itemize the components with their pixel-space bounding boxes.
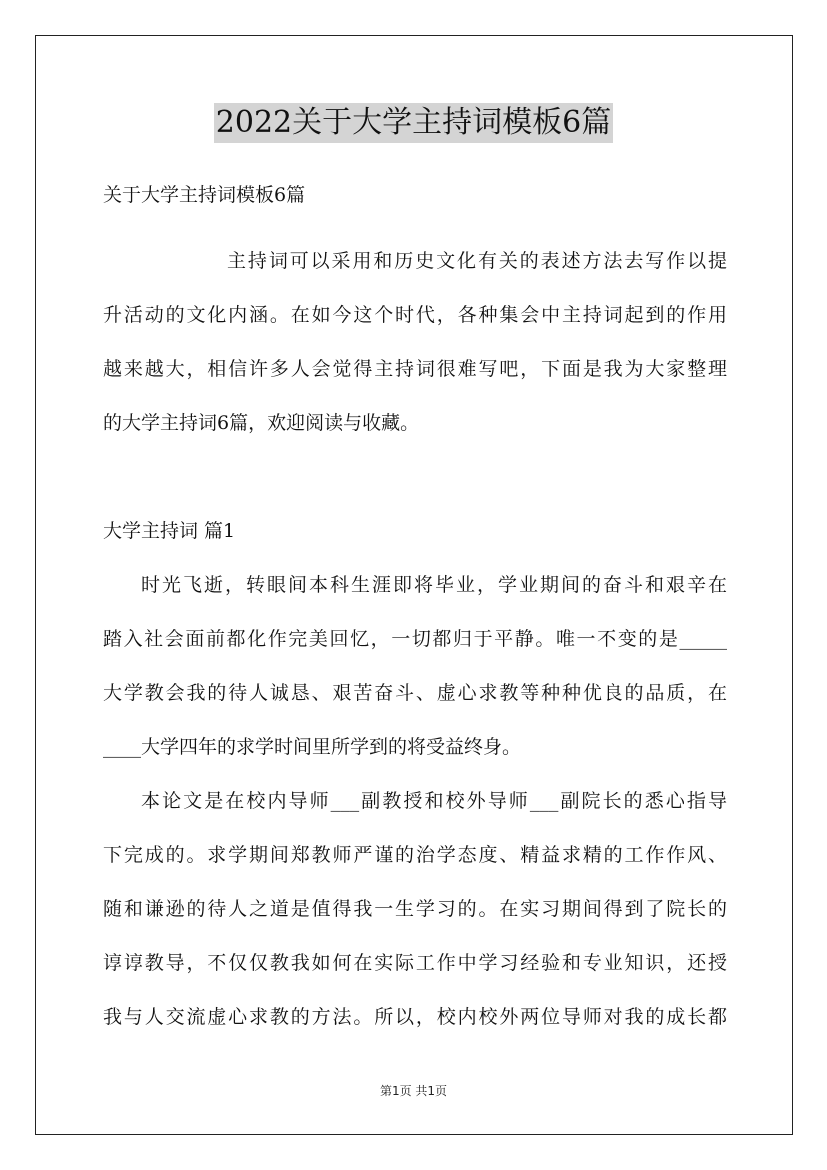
document-title: 2022关于大学主持词模板6篇 — [214, 103, 613, 143]
paragraph-line: 本论文是在校内导师___副教授和校外导师___副院长的悉心指导 — [141, 790, 727, 812]
paragraph-2 — [103, 774, 727, 1044]
section-heading: 大学主持词 篇1 — [103, 520, 236, 542]
intro-line: 升活动的文化内涵。在如今这个时代，各种集会中主持词起到的作用 — [103, 304, 727, 326]
document-body — [103, 178, 727, 1044]
paragraph-line: 随和谦逊的待人之道是值得我一生学习的。在实习期间得到了院长的 — [103, 898, 727, 920]
document-title-wrapper — [0, 102, 827, 143]
paragraph-line: 踏入社会面前都化作完美回忆，一切都归于平静。唯一不变的是_____ — [103, 628, 727, 650]
intro-line: 越来越大，相信许多人会觉得主持词很难写吧，下面是我为大家整理 — [103, 358, 727, 380]
page-number: 第1页 共1页 — [379, 1084, 448, 1098]
intro-paragraph — [103, 234, 727, 450]
paragraph-line: 时光飞逝，转眼间本科生涯即将毕业，学业期间的奋斗和艰辛在 — [141, 574, 727, 596]
intro-line: 主持词可以采用和历史文化有关的表述方法去写作以提 — [227, 250, 727, 272]
paragraph-line: ____大学四年的求学时间里所学到的将受益终身。 — [103, 736, 522, 758]
intro-line: 的大学主持词6篇，欢迎阅读与收藏。 — [103, 412, 420, 434]
paragraph-line: 我与人交流虚心求教的方法。所以，校内校外两位导师对我的成长都 — [103, 1006, 727, 1028]
paragraph-line: 大学教会我的待人诚恳、艰苦奋斗、虚心求教等种种优良的品质，在 — [103, 682, 727, 704]
document-subtitle: 关于大学主持词模板6篇 — [103, 184, 306, 206]
paragraph-line: 下完成的。求学期间郑教师严谨的治学态度、精益求精的工作作风、 — [103, 844, 727, 866]
paragraph-1 — [103, 558, 727, 774]
paragraph-line: 谆谆教导，不仅仅教我如何在实际工作中学习经验和专业知识，还授 — [103, 952, 727, 974]
